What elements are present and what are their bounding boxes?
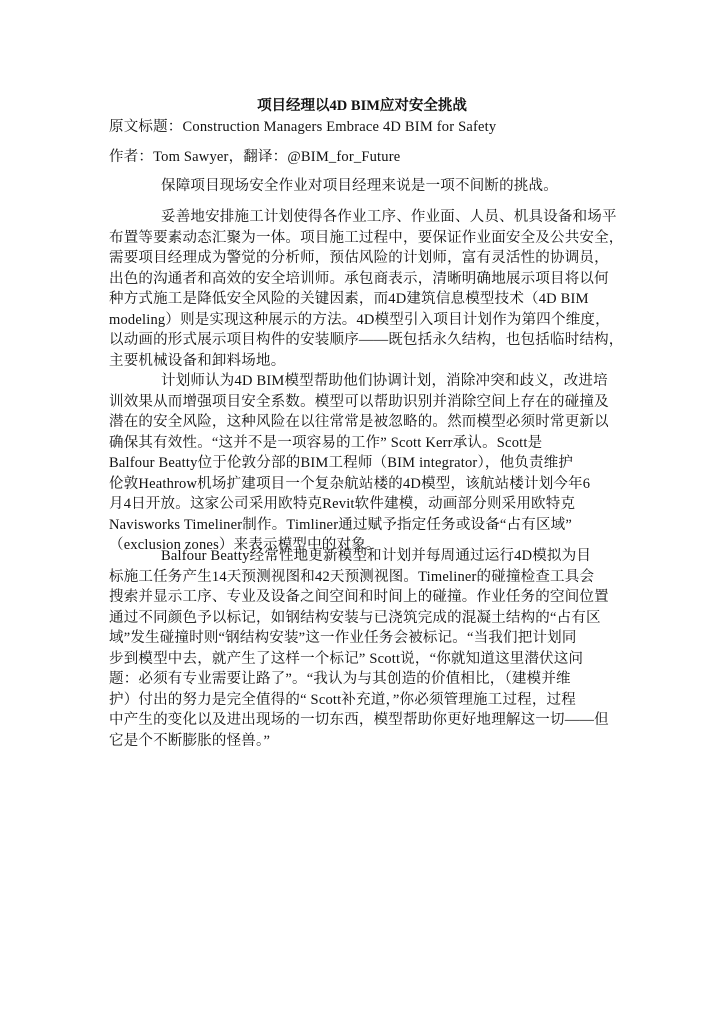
paragraph-3 <box>109 371 629 556</box>
paragraph-line: 标施工任务产生14天预测视图和42天预测视图。Timeliner的碰撞检查工具会 <box>109 568 595 585</box>
paragraph-line: 它是个不断膨胀的怪兽。” <box>109 732 271 749</box>
byline-block <box>109 147 629 168</box>
byline: 作者：Tom Sawyer，翻译：@BIM_for_Future <box>109 149 401 165</box>
paragraph-line: modeling）则是实现这种展示的方法。4D模型引入项目计划作为第四个维度， <box>109 311 610 328</box>
paragraph-4 <box>109 546 629 751</box>
paragraph-line: 护）付出的努力是完全值得的“ Scott补充道，”你必须管理施工过程，过程 <box>109 691 576 708</box>
paragraph-line: Balfour Beatty经常性地更新模型和计划并每周通过运行4D模拟为目 <box>161 548 592 564</box>
paragraph-line: 潜在的安全风险，这种风险在以往常常是被忽略的。然而模型必须时常更新以 <box>109 414 609 430</box>
paragraph-line: 确保其有效性。“这并不是一项容易的工作” Scott Kerr承认。Scott是 <box>109 434 543 451</box>
original-title-block <box>109 117 629 138</box>
paragraph-line: 计划师认为4D BIM模型帮助他们协调计划，消除冲突和歧义，改进培 <box>161 373 608 389</box>
paragraph-line: 种方式施工是降低安全风险的关键因素，而4D建筑信息模型技术（4D BIM <box>109 291 589 307</box>
paragraph-2 <box>109 207 629 371</box>
paragraph-line: 主要机械设备和卸料场地。 <box>109 352 286 369</box>
paragraph-line: 需要项目经理成为警觉的分析师，预估风险的计划师，富有灵活性的协调员， <box>109 250 609 266</box>
paragraph-line: 搜索并显示工序、专业及设备之间空间和时间上的碰撞。作业任务的空间位置 <box>109 589 609 605</box>
paragraph-line: 以动画的形式展示项目构件的安装顺序——既包括永久结构，也包括临时结构， <box>109 332 624 348</box>
paragraph-line: 中产生的变化以及进出现场的一切东西，模型帮助你更好地理解这一切——但 <box>109 712 609 728</box>
paragraph-line: 月4日开放。这家公司采用欧特克Revit软件建模，动画部分则采用欧特克 <box>109 496 576 512</box>
paragraph-1 <box>109 176 629 197</box>
paragraph-line: 步到模型中去，就产生了这样一个标记” Scott说，“你就知道这里潜伏这问 <box>109 650 584 667</box>
paragraph-line: 训效果从而增强项目安全系数。模型可以帮助识别并消除空间上存在的碰撞及 <box>109 393 609 410</box>
paragraph-line: 保障项目现场安全作业对项目经理来说是一项不间断的挑战。 <box>161 178 558 194</box>
paragraph-line: Balfour Beatty位于伦敦分部的BIM工程师（BIM integrator），他负责维护 <box>109 455 574 471</box>
paragraph-line: 题：必须有专业需要让路了”。“我认为与其创造的价值相比，（建模并维 <box>109 671 571 687</box>
paragraph-line: 布置等要素动态汇聚为一体。项目施工过程中，要保证作业面安全及公共安全， <box>109 229 624 246</box>
paragraph-line: 通过不同颜色予以标记，如钢结构安装与已浇筑完成的混凝土结构的“占有区 <box>109 609 601 626</box>
paragraph-line: 妥善地安排施工计划使得各作业工序、作业面、人员、机具设备和场平 <box>161 209 617 225</box>
document-title: 项目经理以4D BIM应对安全挑战 <box>257 98 467 114</box>
paragraph-line: （exclusion zones）来表示模型中的对象。 <box>109 537 381 553</box>
original-title: 原文标题：Construction Managers Embrace 4D BIM for Safety <box>109 119 497 135</box>
paragraph-line: 伦敦Heathrow机场扩建项目一个复杂航站楼的4D模型，该航站楼计划今年6 <box>109 475 591 492</box>
paragraph-line: 域”发生碰撞时则“钢结构安装”这一作业任务会被标记。“当我们把计划同 <box>109 630 577 646</box>
paragraph-line: Navisworks Timeliner制作。Timliner通过赋予指定任务或设备“占有区域” <box>109 516 572 533</box>
paragraph-line: 出色的沟通者和高效的安全培训师。承包商表示，清晰明确地展示项目将以何 <box>109 270 609 287</box>
